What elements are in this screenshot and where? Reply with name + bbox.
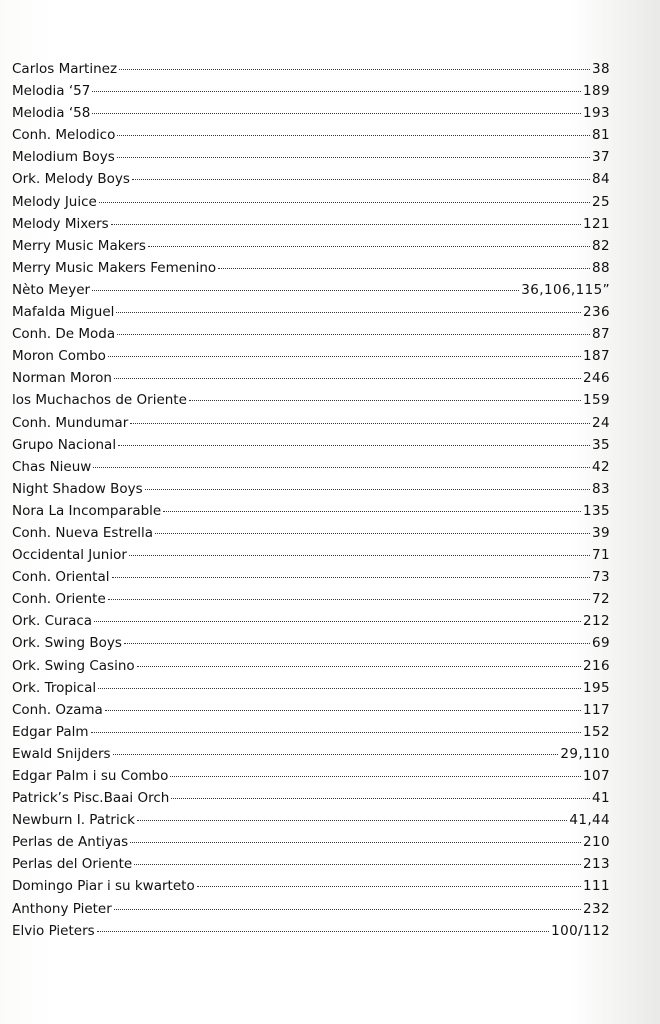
dot-leader: [134, 864, 581, 865]
dot-leader: [117, 157, 590, 158]
dot-leader: [189, 400, 581, 401]
index-entry: [12, 721, 610, 743]
dot-leader: [124, 643, 590, 644]
entry-page-number: 29,110: [560, 745, 610, 762]
entry-page-number: 41: [592, 790, 610, 807]
entry-page-number: 159: [583, 392, 610, 409]
entry-name: Conh. Melodico: [12, 127, 116, 144]
index-entry: [12, 146, 610, 168]
entry-page-number: 152: [583, 723, 610, 740]
index-entry: [12, 677, 610, 699]
dot-leader: [112, 577, 591, 578]
dot-leader: [114, 378, 581, 379]
entry-name: Melody Mixers: [12, 215, 109, 232]
entry-name: Ork. Swing Boys: [12, 635, 122, 652]
dot-leader: [137, 666, 581, 667]
dot-leader: [113, 754, 559, 755]
entry-page-number: 189: [583, 83, 610, 100]
index-entry: [12, 124, 610, 146]
entry-name: Ork. Curaca: [12, 613, 93, 630]
entry-name: Elvio Pieters: [12, 922, 95, 939]
entry-name: Night Shadow Boys: [12, 480, 143, 497]
entry-name: Ork. Tropical: [12, 679, 97, 696]
dot-leader: [130, 842, 581, 843]
entry-name: Melodia ‘57: [12, 83, 91, 100]
index-entry: [12, 58, 610, 80]
entry-name: Anthony Pieter: [12, 900, 112, 917]
entry-page-number: 35: [592, 436, 610, 453]
dot-leader: [118, 445, 590, 446]
entry-page-number: 37: [592, 149, 610, 166]
entry-name: Conh. Oriental: [12, 569, 110, 586]
dot-leader: [105, 710, 581, 711]
index-entry: [12, 213, 610, 235]
entry-name: Melodia ‘58: [12, 105, 91, 122]
index-entry: [12, 500, 610, 522]
entry-name: Moron Combo: [12, 348, 106, 365]
index-entry: [12, 875, 610, 897]
index-entry: [12, 831, 610, 853]
dot-leader: [132, 179, 590, 180]
index-entry: [12, 655, 610, 677]
entry-name: Patrick’s Pisc.Baai Orch: [12, 790, 170, 807]
index-entry: [12, 898, 610, 920]
index-entry: [12, 920, 610, 942]
entry-page-number: 81: [592, 127, 610, 144]
entry-page-number: 121: [583, 215, 610, 232]
entry-page-number: 107: [583, 768, 610, 784]
dot-leader: [97, 931, 549, 932]
index-entry: [12, 610, 610, 632]
index-entry: [12, 853, 610, 875]
dot-leader: [117, 135, 590, 136]
entry-name: Perlas de Antiyas: [12, 834, 129, 851]
entry-name: Carlos Martinez: [12, 61, 118, 77]
index-entry: [12, 434, 610, 456]
entry-name: Mafalda Miguel: [12, 304, 115, 321]
entry-name: Ork. Melody Boys: [12, 171, 130, 188]
dot-leader: [92, 91, 581, 92]
dot-leader: [218, 268, 590, 269]
index-entry: [12, 412, 610, 434]
entry-name: Conh. Mundumar: [12, 414, 129, 431]
entry-name: Conh. De Moda: [12, 326, 116, 343]
dot-leader: [129, 555, 590, 556]
entry-page-number: 236: [583, 304, 610, 321]
index-entry: [12, 323, 610, 345]
entry-page-number: 36,106,115”: [521, 281, 610, 298]
entry-page-number: 117: [583, 701, 610, 718]
dot-leader: [92, 290, 519, 291]
index-entry: [12, 522, 610, 544]
dot-leader: [145, 489, 590, 490]
entry-name: Perlas del Oriente: [12, 856, 133, 873]
index-list: [12, 58, 610, 942]
entry-name: Conh. Nueva Estrella: [12, 524, 154, 541]
index-entry: [12, 80, 610, 102]
entry-name: Nora La Incomparable: [12, 502, 162, 519]
entry-page-number: 71: [592, 547, 610, 564]
index-entry: [12, 367, 610, 389]
entry-name: Domingo Piar i su kwarteto: [12, 878, 195, 895]
entry-page-number: 84: [592, 171, 610, 188]
index-entry: [12, 478, 610, 500]
entry-page-number: 72: [592, 591, 610, 608]
dot-leader: [170, 776, 581, 777]
entry-name: Newburn I. Patrick: [12, 812, 135, 829]
dot-leader: [130, 423, 590, 424]
index-entry: [12, 102, 610, 124]
index-entry: [12, 566, 610, 588]
entry-page-number: 24: [592, 414, 610, 431]
dot-leader: [119, 69, 590, 70]
entry-page-number: 69: [592, 635, 610, 652]
index-entry: [12, 168, 610, 190]
dot-leader: [93, 467, 590, 468]
dot-leader: [137, 820, 567, 821]
entry-name: Occidental Junior: [12, 547, 127, 564]
entry-name: Norman Moron: [12, 370, 112, 387]
index-entry: [12, 279, 610, 301]
index-entry: [12, 301, 610, 323]
dot-leader: [114, 909, 581, 910]
entry-page-number: 246: [583, 370, 610, 387]
dot-leader: [91, 732, 582, 733]
dot-leader: [108, 356, 581, 357]
entry-page-number: 87: [592, 326, 610, 343]
entry-page-number: 83: [592, 480, 610, 497]
dot-leader: [108, 599, 590, 600]
entry-page-number: 88: [592, 259, 610, 276]
entry-name: Conh. Oriente: [12, 591, 106, 608]
entry-page-number: 42: [592, 458, 610, 475]
entry-name: Ewald Snijders: [12, 745, 111, 762]
dot-leader: [163, 511, 581, 512]
entry-page-number: 111: [583, 878, 610, 895]
entry-name: Ork. Swing Casino: [12, 657, 135, 674]
entry-page-number: 135: [583, 502, 610, 519]
entry-name: Conh. Ozama: [12, 701, 103, 718]
entry-name: Nèto Meyer: [12, 281, 91, 298]
dot-leader: [171, 798, 590, 799]
entry-page-number: 213: [583, 856, 610, 873]
entry-page-number: 193: [583, 105, 610, 122]
entry-name: Edgar Palm i su Combo: [12, 768, 169, 784]
dot-leader: [98, 688, 581, 689]
dot-leader: [116, 312, 581, 313]
entry-name: Grupo Nacional: [12, 436, 117, 453]
entry-name: los Muchachos de Oriente: [12, 392, 187, 409]
entry-page-number: 216: [583, 657, 610, 674]
index-entry: [12, 765, 610, 787]
dot-leader: [148, 246, 590, 247]
dot-leader: [92, 113, 581, 114]
dot-leader: [99, 202, 590, 203]
index-entry: [12, 389, 610, 411]
index-entry: [12, 544, 610, 566]
index-entry: [12, 456, 610, 478]
index-entry: [12, 588, 610, 610]
entry-name: Merry Music Makers Femenino: [12, 259, 217, 276]
index-entry: [12, 787, 610, 809]
entry-name: Melody Juice: [12, 193, 97, 210]
index-entry: [12, 345, 610, 367]
entry-page-number: 39: [592, 524, 610, 541]
entry-page-number: 100/112: [551, 922, 610, 939]
entry-page-number: 232: [583, 900, 610, 917]
entry-name: Chas Nieuw: [12, 458, 92, 475]
index-entry: [12, 191, 610, 213]
dot-leader: [94, 621, 581, 622]
dot-leader: [155, 533, 590, 534]
index-entry: [12, 235, 610, 257]
index-entry: [12, 809, 610, 831]
entry-page-number: 212: [583, 613, 610, 630]
entry-page-number: 210: [583, 834, 610, 851]
entry-page-number: 25: [592, 193, 610, 210]
index-entry: [12, 699, 610, 721]
entry-page-number: 82: [592, 237, 610, 254]
entry-page-number: 187: [583, 348, 610, 365]
entry-page-number: 41,44: [569, 812, 610, 829]
dot-leader: [197, 886, 581, 887]
dot-leader: [111, 224, 581, 225]
entry-page-number: 38: [592, 61, 610, 77]
entry-page-number: 73: [592, 569, 610, 586]
dot-leader: [117, 334, 590, 335]
entry-name: Edgar Palm: [12, 723, 89, 740]
entry-page-number: 195: [583, 679, 610, 696]
entry-name: Merry Music Makers: [12, 237, 146, 254]
index-entry: [12, 632, 610, 654]
index-entry: [12, 257, 610, 279]
entry-name: Melodium Boys: [12, 149, 115, 166]
index-entry: [12, 743, 610, 765]
